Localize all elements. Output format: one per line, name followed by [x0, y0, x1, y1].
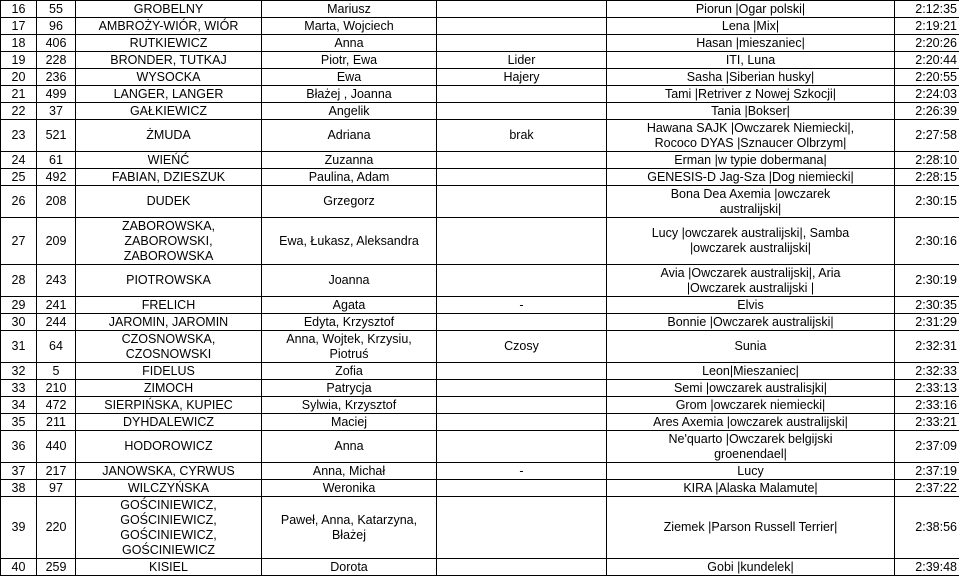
first-name-cell — [262, 169, 437, 186]
place-cell: 40 — [1, 559, 37, 576]
first-name-cell — [262, 52, 437, 69]
dog-line: Lena |Mix| — [609, 19, 892, 34]
number-cell: 241 — [37, 297, 76, 314]
surname-line: DYHDALEWICZ — [78, 415, 259, 430]
first-name-line: Piotruś — [264, 347, 434, 362]
first-name-line: Agata — [264, 298, 434, 313]
table-row — [1, 52, 959, 69]
surname-cell — [76, 103, 262, 120]
first-name-cell — [262, 480, 437, 497]
time-cell: 2:19:21 — [895, 18, 959, 35]
dog-line: Ne'quarto |Owczarek belgijski — [609, 432, 892, 447]
first-name-cell — [262, 414, 437, 431]
number-cell: 55 — [37, 1, 76, 18]
dog-line: Tami |Retriver z Nowej Szkocji| — [609, 87, 892, 102]
place-cell: 32 — [1, 363, 37, 380]
table-row — [1, 363, 959, 380]
number-cell: 208 — [37, 186, 76, 218]
surname-line: BRONDER, TUTKAJ — [78, 53, 259, 68]
surname-cell — [76, 363, 262, 380]
dog-line: Piorun |Ogar polski| — [609, 2, 892, 17]
dog-line: Leon|Mieszaniec| — [609, 364, 892, 379]
dog-line: Bonnie |Owczarek australijski| — [609, 315, 892, 330]
team-cell — [437, 431, 607, 463]
dog-line: |Owczarek australijski | — [609, 281, 892, 296]
dog-line: Ares Axemia |owczarek australijski| — [609, 415, 892, 430]
dog-cell — [607, 103, 895, 120]
dog-cell — [607, 380, 895, 397]
surname-line: GOŚCINIEWICZ — [78, 543, 259, 558]
first-name-line: Patrycja — [264, 381, 434, 396]
first-name-cell — [262, 331, 437, 363]
table-row — [1, 331, 959, 363]
dog-line: Semi |owczarek australisjki| — [609, 381, 892, 396]
table-row — [1, 169, 959, 186]
surname-cell — [76, 414, 262, 431]
surname-cell — [76, 497, 262, 559]
number-cell: 220 — [37, 497, 76, 559]
dog-cell — [607, 1, 895, 18]
number-cell: 211 — [37, 414, 76, 431]
surname-cell — [76, 331, 262, 363]
surname-cell — [76, 218, 262, 265]
dog-line: Sasha |Siberian husky| — [609, 70, 892, 85]
first-name-line: Mariusz — [264, 2, 434, 17]
first-name-cell — [262, 35, 437, 52]
team-cell: - — [437, 463, 607, 480]
dog-line: groenendael| — [609, 447, 892, 462]
dog-cell — [607, 120, 895, 152]
team-cell — [437, 265, 607, 297]
first-name-line: Grzegorz — [264, 194, 434, 209]
dog-cell — [607, 314, 895, 331]
dog-cell — [607, 431, 895, 463]
number-cell: 37 — [37, 103, 76, 120]
surname-line: SIERPIŃSKA, KUPIEC — [78, 398, 259, 413]
surname-line: HODOROWICZ — [78, 439, 259, 454]
number-cell: 492 — [37, 169, 76, 186]
table-row — [1, 414, 959, 431]
number-cell: 5 — [37, 363, 76, 380]
team-cell — [437, 218, 607, 265]
dog-cell — [607, 218, 895, 265]
team-cell — [437, 397, 607, 414]
number-cell: 209 — [37, 218, 76, 265]
surname-line: FRELICH — [78, 298, 259, 313]
first-name-line: Zuzanna — [264, 153, 434, 168]
surname-cell — [76, 265, 262, 297]
time-cell: 2:30:16 — [895, 218, 959, 265]
time-cell: 2:28:10 — [895, 152, 959, 169]
surname-line: GOŚCINIEWICZ, — [78, 513, 259, 528]
dog-line: Avia |Owczarek australijski|, Aria — [609, 266, 892, 281]
number-cell: 96 — [37, 18, 76, 35]
first-name-line: Błażej , Joanna — [264, 87, 434, 102]
surname-cell — [76, 463, 262, 480]
team-cell — [437, 35, 607, 52]
dog-cell — [607, 265, 895, 297]
surname-line: GAŁKIEWICZ — [78, 104, 259, 119]
first-name-line: Anna — [264, 439, 434, 454]
dog-cell — [607, 169, 895, 186]
place-cell: 24 — [1, 152, 37, 169]
time-cell: 2:27:58 — [895, 120, 959, 152]
surname-line: WIEŃĆ — [78, 153, 259, 168]
table-row — [1, 265, 959, 297]
team-cell — [437, 363, 607, 380]
team-cell — [437, 314, 607, 331]
table-row — [1, 35, 959, 52]
dog-line: Bona Dea Axemia |owczarek — [609, 187, 892, 202]
dog-line: Grom |owczarek niemiecki| — [609, 398, 892, 413]
dog-line: australijski| — [609, 202, 892, 217]
surname-cell — [76, 297, 262, 314]
surname-line: AMBROŻY-WIÓR, WIÓR — [78, 19, 259, 34]
number-cell: 61 — [37, 152, 76, 169]
surname-line: KISIEL — [78, 560, 259, 575]
dog-line: Ziemek |Parson Russell Terrier| — [609, 520, 892, 535]
time-cell: 2:24:03 — [895, 86, 959, 103]
time-cell: 2:12:35 — [895, 1, 959, 18]
surname-cell — [76, 1, 262, 18]
dog-line: Lucy — [609, 464, 892, 479]
dog-line: GENESIS-D Jag-Sza |Dog niemiecki| — [609, 170, 892, 185]
team-cell — [437, 152, 607, 169]
first-name-line: Ewa, Łukasz, Aleksandra — [264, 234, 434, 249]
place-cell: 25 — [1, 169, 37, 186]
first-name-line: Dorota — [264, 560, 434, 575]
team-cell — [437, 186, 607, 218]
place-cell: 22 — [1, 103, 37, 120]
surname-line: DUDEK — [78, 194, 259, 209]
first-name-cell — [262, 120, 437, 152]
dog-cell — [607, 397, 895, 414]
surname-line: FABIAN, DZIESZUK — [78, 170, 259, 185]
time-cell: 2:30:15 — [895, 186, 959, 218]
first-name-line: Zofia — [264, 364, 434, 379]
dog-cell — [607, 18, 895, 35]
first-name-cell — [262, 265, 437, 297]
number-cell: 499 — [37, 86, 76, 103]
dog-cell — [607, 52, 895, 69]
time-cell: 2:28:15 — [895, 169, 959, 186]
surname-cell — [76, 559, 262, 576]
time-cell: 2:26:39 — [895, 103, 959, 120]
team-cell — [437, 497, 607, 559]
place-cell: 19 — [1, 52, 37, 69]
number-cell: 228 — [37, 52, 76, 69]
dog-line: Sunia — [609, 339, 892, 354]
place-cell: 34 — [1, 397, 37, 414]
time-cell: 2:20:44 — [895, 52, 959, 69]
first-name-cell — [262, 186, 437, 218]
first-name-line: Sylwia, Krzysztof — [264, 398, 434, 413]
first-name-line: Piotr, Ewa — [264, 53, 434, 68]
first-name-cell — [262, 152, 437, 169]
dog-cell — [607, 480, 895, 497]
table-row — [1, 86, 959, 103]
surname-line: WYSOCKA — [78, 70, 259, 85]
surname-line: JANOWSKA, CYRWUS — [78, 464, 259, 479]
table-row — [1, 1, 959, 18]
first-name-cell — [262, 397, 437, 414]
first-name-cell — [262, 218, 437, 265]
team-cell: Lider — [437, 52, 607, 69]
dog-cell — [607, 463, 895, 480]
surname-cell — [76, 52, 262, 69]
number-cell: 217 — [37, 463, 76, 480]
team-cell — [437, 1, 607, 18]
surname-cell — [76, 380, 262, 397]
time-cell: 2:33:13 — [895, 380, 959, 397]
place-cell: 16 — [1, 1, 37, 18]
surname-line: WILCZYŃSKA — [78, 481, 259, 496]
time-cell: 2:20:55 — [895, 69, 959, 86]
table-row — [1, 463, 959, 480]
surname-line: GOŚCINIEWICZ, — [78, 498, 259, 513]
number-cell: 244 — [37, 314, 76, 331]
dog-cell — [607, 559, 895, 576]
team-cell — [437, 169, 607, 186]
number-cell: 440 — [37, 431, 76, 463]
dog-cell — [607, 86, 895, 103]
first-name-line: Anna, Wojtek, Krzysiu, — [264, 332, 434, 347]
time-cell: 2:37:19 — [895, 463, 959, 480]
table-row — [1, 397, 959, 414]
first-name-cell — [262, 314, 437, 331]
number-cell: 243 — [37, 265, 76, 297]
dog-cell — [607, 69, 895, 86]
surname-cell — [76, 18, 262, 35]
first-name-line: Błażej — [264, 528, 434, 543]
time-cell: 2:20:26 — [895, 35, 959, 52]
surname-line: RUTKIEWICZ — [78, 36, 259, 51]
dog-cell — [607, 497, 895, 559]
table-row — [1, 69, 959, 86]
team-cell — [437, 380, 607, 397]
surname-line: CZOSNOWSKI — [78, 347, 259, 362]
number-cell: 259 — [37, 559, 76, 576]
first-name-line: Weronika — [264, 481, 434, 496]
results-body — [1, 1, 959, 576]
first-name-line: Paweł, Anna, Katarzyna, — [264, 513, 434, 528]
surname-line: LANGER, LANGER — [78, 87, 259, 102]
time-cell: 2:38:56 — [895, 497, 959, 559]
surname-line: ZABOROWSKA, — [78, 219, 259, 234]
time-cell: 2:30:35 — [895, 297, 959, 314]
dog-line: Rococo DYAS |Sznaucer Olbrzym| — [609, 136, 892, 151]
surname-cell — [76, 314, 262, 331]
time-cell: 2:39:48 — [895, 559, 959, 576]
dog-cell — [607, 152, 895, 169]
time-cell: 2:37:09 — [895, 431, 959, 463]
table-row — [1, 431, 959, 463]
place-cell: 30 — [1, 314, 37, 331]
team-cell — [437, 480, 607, 497]
surname-line: GROBELNY — [78, 2, 259, 17]
first-name-cell — [262, 86, 437, 103]
first-name-cell — [262, 363, 437, 380]
table-row — [1, 480, 959, 497]
surname-cell — [76, 69, 262, 86]
first-name-cell — [262, 18, 437, 35]
surname-line: ŻMUDA — [78, 128, 259, 143]
dog-line: Hawana SAJK |Owczarek Niemiecki|, — [609, 121, 892, 136]
first-name-cell — [262, 497, 437, 559]
dog-line: Erman |w typie dobermana| — [609, 153, 892, 168]
first-name-line: Maciej — [264, 415, 434, 430]
first-name-line: Anna, Michał — [264, 464, 434, 479]
surname-cell — [76, 152, 262, 169]
place-cell: 35 — [1, 414, 37, 431]
table-row — [1, 18, 959, 35]
team-cell: brak — [437, 120, 607, 152]
dog-cell — [607, 35, 895, 52]
place-cell: 27 — [1, 218, 37, 265]
team-cell — [437, 559, 607, 576]
dog-line: Hasan |mieszaniec| — [609, 36, 892, 51]
first-name-line: Paulina, Adam — [264, 170, 434, 185]
team-cell — [437, 103, 607, 120]
surname-cell — [76, 35, 262, 52]
first-name-cell — [262, 297, 437, 314]
first-name-cell — [262, 1, 437, 18]
place-cell: 39 — [1, 497, 37, 559]
dog-line: ITI, Luna — [609, 53, 892, 68]
dog-line: Elvis — [609, 298, 892, 313]
first-name-line: Ewa — [264, 70, 434, 85]
first-name-line: Angelik — [264, 104, 434, 119]
surname-line: ZIMOCH — [78, 381, 259, 396]
surname-cell — [76, 169, 262, 186]
surname-line: FIDELUS — [78, 364, 259, 379]
first-name-cell — [262, 69, 437, 86]
first-name-line: Adriana — [264, 128, 434, 143]
table-row — [1, 559, 959, 576]
surname-line: PIOTROWSKA — [78, 273, 259, 288]
dog-cell — [607, 186, 895, 218]
table-row — [1, 497, 959, 559]
place-cell: 17 — [1, 18, 37, 35]
team-cell — [437, 18, 607, 35]
surname-line: GOŚCINIEWICZ, — [78, 528, 259, 543]
place-cell: 23 — [1, 120, 37, 152]
first-name-line: Edyta, Krzysztof — [264, 315, 434, 330]
time-cell: 2:32:33 — [895, 363, 959, 380]
dog-cell — [607, 331, 895, 363]
time-cell: 2:32:31 — [895, 331, 959, 363]
place-cell: 36 — [1, 431, 37, 463]
place-cell: 33 — [1, 380, 37, 397]
surname-cell — [76, 86, 262, 103]
number-cell: 472 — [37, 397, 76, 414]
team-cell: Hajery — [437, 69, 607, 86]
first-name-line: Anna — [264, 36, 434, 51]
first-name-cell — [262, 463, 437, 480]
dog-line: Lucy |owczarek australijski|, Samba — [609, 226, 892, 241]
table-row — [1, 103, 959, 120]
surname-line: ZABOROWSKI, — [78, 234, 259, 249]
team-cell: Czosy — [437, 331, 607, 363]
place-cell: 37 — [1, 463, 37, 480]
surname-line: CZOSNOWSKA, — [78, 332, 259, 347]
place-cell: 18 — [1, 35, 37, 52]
time-cell: 2:33:21 — [895, 414, 959, 431]
surname-cell — [76, 431, 262, 463]
table-row — [1, 297, 959, 314]
place-cell: 21 — [1, 86, 37, 103]
first-name-line: Marta, Wojciech — [264, 19, 434, 34]
number-cell: 236 — [37, 69, 76, 86]
dog-line: Tania |Bokser| — [609, 104, 892, 119]
surname-cell — [76, 120, 262, 152]
time-cell: 2:37:22 — [895, 480, 959, 497]
dog-cell — [607, 363, 895, 380]
dog-cell — [607, 414, 895, 431]
first-name-cell — [262, 103, 437, 120]
place-cell: 28 — [1, 265, 37, 297]
table-row — [1, 380, 959, 397]
surname-cell — [76, 480, 262, 497]
dog-line: KIRA |Alaska Malamute| — [609, 481, 892, 496]
surname-cell — [76, 397, 262, 414]
number-cell: 406 — [37, 35, 76, 52]
time-cell: 2:30:19 — [895, 265, 959, 297]
place-cell: 26 — [1, 186, 37, 218]
table-row — [1, 120, 959, 152]
number-cell: 64 — [37, 331, 76, 363]
place-cell: 20 — [1, 69, 37, 86]
number-cell: 210 — [37, 380, 76, 397]
first-name-line: Joanna — [264, 273, 434, 288]
dog-line: |owczarek australijski| — [609, 241, 892, 256]
first-name-cell — [262, 380, 437, 397]
place-cell: 31 — [1, 331, 37, 363]
number-cell: 97 — [37, 480, 76, 497]
team-cell: - — [437, 297, 607, 314]
team-cell — [437, 414, 607, 431]
place-cell: 38 — [1, 480, 37, 497]
table-row — [1, 314, 959, 331]
time-cell: 2:31:29 — [895, 314, 959, 331]
dog-cell — [607, 297, 895, 314]
first-name-cell — [262, 431, 437, 463]
place-cell: 29 — [1, 297, 37, 314]
first-name-cell — [262, 559, 437, 576]
table-row — [1, 218, 959, 265]
surname-cell — [76, 186, 262, 218]
table-row — [1, 186, 959, 218]
surname-line: ZABOROWSKA — [78, 249, 259, 264]
table-row — [1, 152, 959, 169]
dog-line: Gobi |kundelek| — [609, 560, 892, 575]
team-cell — [437, 86, 607, 103]
number-cell: 521 — [37, 120, 76, 152]
time-cell: 2:33:16 — [895, 397, 959, 414]
surname-line: JAROMIN, JAROMIN — [78, 315, 259, 330]
